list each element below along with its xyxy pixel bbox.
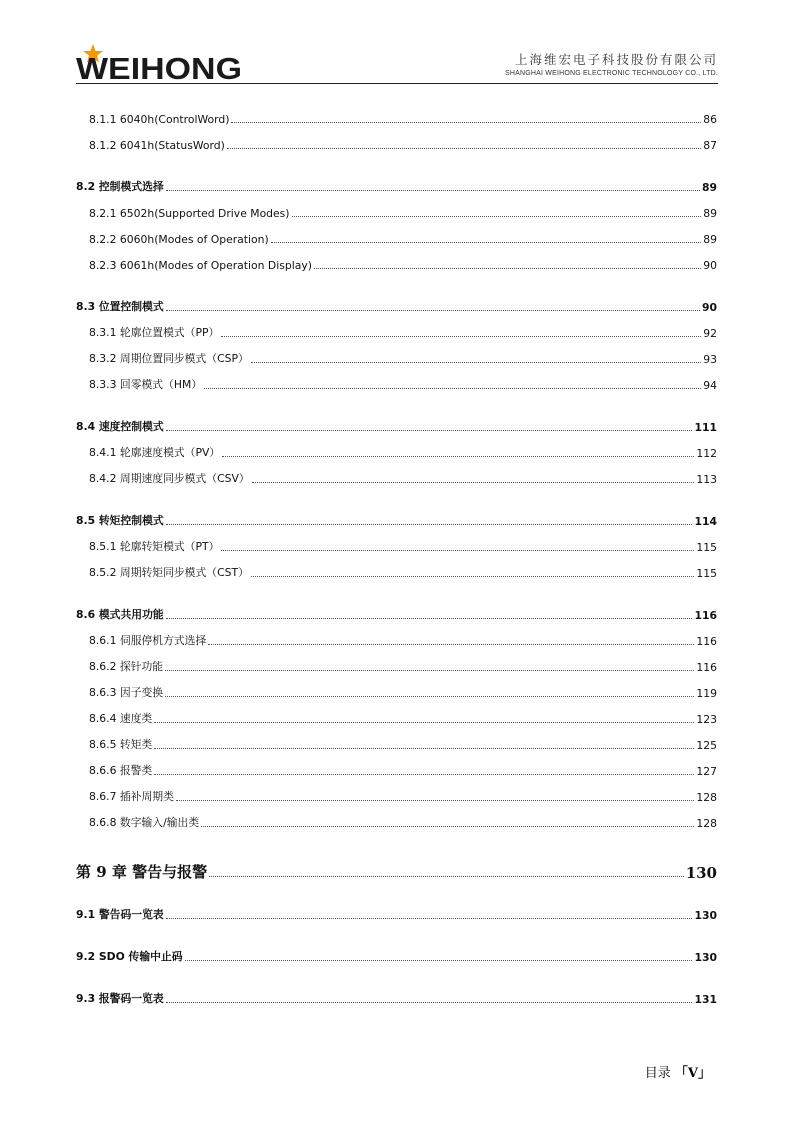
toc-entry-title: 8.3 位置控制模式 xyxy=(76,300,164,313)
toc-entry-title: 8.2.3 6061h(Modes of Operation Display) xyxy=(89,259,312,272)
toc-page-number: 128 xyxy=(696,817,717,830)
toc-page-number: 131 xyxy=(694,993,717,1006)
toc-section-entry[interactable] xyxy=(76,990,717,1006)
toc-section-entry[interactable] xyxy=(76,178,717,194)
toc-entry-title: 8.2.1 6502h(Supported Drive Modes) xyxy=(89,207,290,220)
toc-entry-title: 8.6.3 因子变换 xyxy=(89,686,164,699)
toc-dot-leader xyxy=(208,644,694,645)
toc-page-number: 119 xyxy=(696,687,717,700)
toc-dot-leader xyxy=(176,800,695,801)
toc-dot-leader xyxy=(166,524,693,525)
toc-dot-leader xyxy=(165,670,694,671)
toc-dot-leader xyxy=(201,826,694,827)
toc-page-number: 128 xyxy=(696,791,717,804)
toc-subsection-entry[interactable] xyxy=(89,684,717,700)
toc-page-number: 89 xyxy=(703,207,717,220)
toc-entry-title: 8.6.5 转矩类 xyxy=(89,738,153,751)
toc-page-number: 111 xyxy=(694,421,717,434)
toc-entry-title: 8.1.2 6041h(StatusWord) xyxy=(89,139,225,152)
toc-page-number: 113 xyxy=(696,473,717,486)
toc-entry-title: 第 9 章 警告与报警 xyxy=(76,863,208,881)
toc-entry-title: 9.2 SDO 传输中止码 xyxy=(76,950,183,963)
toc-page-number: 115 xyxy=(696,541,717,554)
toc-dot-leader xyxy=(209,876,684,877)
toc-entry-title: 8.4 速度控制模式 xyxy=(76,420,164,433)
toc-subsection-entry[interactable] xyxy=(89,788,717,804)
toc-entry-title: 8.6.8 数字输入/输出类 xyxy=(89,816,200,829)
page-footer xyxy=(645,1062,711,1081)
company-name-cn: 上海维宏电子科技股份有限公司 xyxy=(514,52,718,67)
toc-subsection-entry[interactable] xyxy=(89,710,717,726)
toc-page-number: 123 xyxy=(696,713,717,726)
toc-entry-title: 8.6.7 插补周期类 xyxy=(89,790,174,803)
toc-dot-leader xyxy=(251,576,695,577)
toc-page-number: 115 xyxy=(696,567,717,580)
toc-dot-leader xyxy=(166,190,700,191)
logo-text: WEIHONG xyxy=(76,51,242,82)
toc-subsection-entry[interactable] xyxy=(89,136,717,152)
toc-dot-leader xyxy=(154,722,694,723)
toc-section-entry[interactable] xyxy=(76,298,717,314)
toc-entry-title: 8.3.1 轮廓位置模式（PP） xyxy=(89,326,220,339)
toc-subsection-entry[interactable] xyxy=(89,762,717,778)
toc-entry-title: 8.5.1 轮廓转矩模式（PT） xyxy=(89,540,220,553)
toc-dot-leader xyxy=(221,550,694,551)
toc-section-entry[interactable] xyxy=(76,906,717,922)
toc-page-number: 116 xyxy=(694,609,717,622)
toc-entry-title: 8.1.1 6040h(ControlWord) xyxy=(89,113,230,126)
toc-dot-leader xyxy=(154,748,694,749)
toc-entry-title: 8.6.2 探针功能 xyxy=(89,660,164,673)
toc-page-number: 130 xyxy=(694,951,717,964)
toc-page-number: 127 xyxy=(696,765,717,778)
toc-page-number: 87 xyxy=(703,139,717,152)
toc-dot-leader xyxy=(252,482,695,483)
toc-page-number: 116 xyxy=(696,661,717,674)
toc-subsection-entry[interactable] xyxy=(89,204,717,220)
toc-entry-title: 8.3.2 周期位置同步模式（CSP） xyxy=(89,352,249,365)
toc-dot-leader xyxy=(166,310,700,311)
toc-dot-leader xyxy=(154,774,694,775)
toc-dot-leader xyxy=(231,122,701,123)
toc-section-entry[interactable] xyxy=(76,418,717,434)
toc-page-number: 92 xyxy=(703,327,717,340)
toc-entry-title: 8.4.1 轮廓速度模式（PV） xyxy=(89,446,221,459)
toc-subsection-entry[interactable] xyxy=(89,444,717,460)
toc-entry-title: 9.3 报警码一览表 xyxy=(76,992,164,1005)
toc-subsection-entry[interactable] xyxy=(89,538,717,554)
toc-page-number: 112 xyxy=(696,447,717,460)
toc-subsection-entry[interactable] xyxy=(89,564,717,580)
toc-dot-leader xyxy=(271,242,702,243)
toc-page-number: 90 xyxy=(703,259,717,272)
toc-entry-title: 8.6.4 速度类 xyxy=(89,712,153,725)
footer-open-bracket: 「 xyxy=(674,1066,688,1081)
toc-entry-title: 8.2 控制模式选择 xyxy=(76,180,164,193)
toc-page-number: 116 xyxy=(696,635,717,648)
toc-dot-leader xyxy=(221,336,701,337)
toc-entry-title: 8.5 转矩控制模式 xyxy=(76,514,164,527)
toc-dot-leader xyxy=(227,148,701,149)
toc-dot-leader xyxy=(185,960,693,961)
toc-subsection-entry[interactable] xyxy=(89,814,717,830)
toc-section-entry[interactable] xyxy=(76,606,717,622)
toc-entry-title: 8.6.1 伺服停机方式选择 xyxy=(89,634,207,647)
toc-entry-title: 8.2.2 6060h(Modes of Operation) xyxy=(89,233,269,246)
toc-dot-leader xyxy=(222,456,694,457)
toc-page-number: 89 xyxy=(703,233,717,246)
toc-entry-title: 9.1 警告码一览表 xyxy=(76,908,164,921)
toc-page-number: 89 xyxy=(701,181,717,194)
toc-chapter-entry[interactable] xyxy=(76,860,717,882)
toc-section-entry[interactable] xyxy=(76,512,717,528)
toc-page-number: 94 xyxy=(703,379,717,392)
toc-entry-title: 8.6.6 报警类 xyxy=(89,764,153,777)
toc-dot-leader xyxy=(204,388,701,389)
toc-dot-leader xyxy=(166,430,693,431)
toc-page-number: 93 xyxy=(703,353,717,366)
toc-subsection-entry[interactable] xyxy=(89,350,717,366)
toc-page-number: 125 xyxy=(696,739,717,752)
toc-dot-leader xyxy=(314,268,701,269)
toc-entry-title: 8.4.2 周期速度同步模式（CSV） xyxy=(89,472,250,485)
toc-entry-title: 8.6 模式共用功能 xyxy=(76,608,164,621)
toc-subsection-entry[interactable] xyxy=(89,324,717,340)
toc-dot-leader xyxy=(166,1002,693,1003)
toc-subsection-entry[interactable] xyxy=(89,230,717,246)
toc-page-number: 90 xyxy=(701,301,717,314)
toc-subsection-entry[interactable] xyxy=(89,658,717,674)
toc-subsection-entry[interactable] xyxy=(89,376,717,392)
toc-dot-leader xyxy=(166,918,693,919)
toc-subsection-entry[interactable] xyxy=(89,110,717,126)
toc-dot-leader xyxy=(165,696,694,697)
toc-page-number: 114 xyxy=(694,515,717,528)
toc-section-entry[interactable] xyxy=(76,948,717,964)
toc-page-number: 130 xyxy=(694,909,717,922)
toc-dot-leader xyxy=(292,216,702,217)
footer-label: 目录 xyxy=(644,1066,671,1081)
toc-entry-title: 8.3.3 回零模式（HM） xyxy=(89,378,203,391)
toc-dot-leader xyxy=(166,618,693,619)
toc-subsection-entry[interactable] xyxy=(89,632,717,648)
toc-subsection-entry[interactable] xyxy=(89,736,717,752)
toc-page-number: 130 xyxy=(685,864,717,882)
toc-dot-leader xyxy=(251,362,701,363)
footer-close-bracket: 」 xyxy=(697,1066,711,1081)
toc-subsection-entry[interactable] xyxy=(89,256,717,272)
toc-entry-title: 8.5.2 周期转矩同步模式（CST） xyxy=(89,566,249,579)
toc-subsection-entry[interactable] xyxy=(89,470,717,486)
toc-page-number: 86 xyxy=(703,113,717,126)
footer-page-number: V xyxy=(687,1066,698,1081)
company-name-en: SHANGHAI WEIHONG ELECTRONIC TECHNOLOGY CO., LTD. xyxy=(504,70,718,77)
